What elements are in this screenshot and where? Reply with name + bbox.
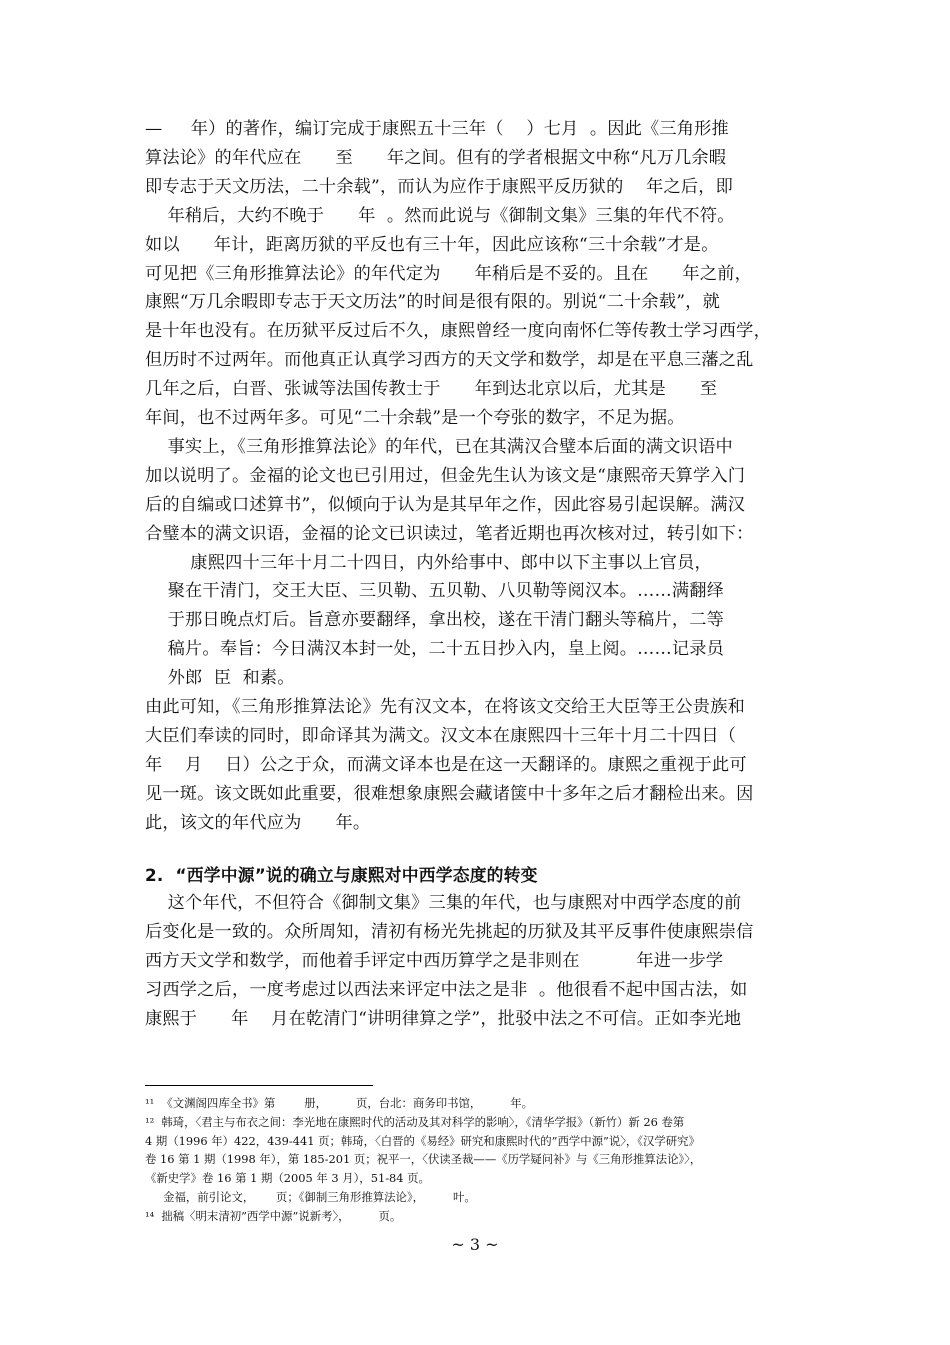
text-line: 如以 年计，距离历狱的平反也有三十年，因此应该称“三十余载”才是。 bbox=[145, 234, 719, 255]
footnote-divider bbox=[145, 1085, 373, 1086]
footnote-line: 卷 16 第 1 期（1998 年），第 185-201 页；祝平一，〈伏读圣裁——《历学疑问补》与《三角形推算法论》〉， bbox=[145, 1152, 702, 1167]
text-line: 聚在干清门，交王大臣、三贝勒、五贝勒、八贝勒等阅汉本。……满翻绎 bbox=[145, 581, 725, 602]
text-line: 外郎 臣 和素。 bbox=[145, 668, 295, 689]
text-line: 康熙于 年 月在乾清门“讲明律算之学”，批驳中法之不可信。正如李光地 bbox=[145, 1008, 742, 1029]
footnote-line: ¹¹ 《文渊阁四库全书》第 册， 页，台北：商务印书馆， 年。 bbox=[145, 1096, 534, 1110]
text-line: 年间，也不过两年多。可见“二十余载”是一个夸张的数字，不足为据。 bbox=[145, 408, 685, 428]
text-line: 于那日晚点灯后。旨意亦要翻绎，拿出校，遂在干清门翻头等稿片，二等 bbox=[145, 610, 725, 631]
text-line: 是十年也没有。在历狱平反过后不久，康熙曾经一度向南怀仁等传教士学习西学， bbox=[145, 321, 771, 342]
text-line: 见一斑。该文既如此重要，很难想象康熙会藏诸箧中十多年之后才翻检出来。因 bbox=[145, 783, 754, 804]
text-line: 康熙“万几余暇即专志于天文历法”的时间是很有限的。别说“二十余载”，就 bbox=[145, 292, 720, 313]
text-line: 即专志于天文历法，二十余载”，而认为应作于康熙平反历狱的 年之后，即 bbox=[145, 176, 734, 197]
text-line: 年稍后，大约不晚于 年 。然而此说与《御制文集》三集的年代不符。 bbox=[145, 205, 735, 226]
text-line: 习西学之后，一度考虑过以西法来评定中法之是非 。他很看不起中国古法，如 bbox=[145, 979, 748, 1000]
text-line: — 年）的著作，编订完成于康熙五十三年（ ）七月 。因此《三角形推 bbox=[145, 119, 729, 139]
text-line: 可见把《三角形推算法论》的年代定为 年稍后是不妥的。且在 年之前， bbox=[145, 263, 752, 284]
footnote-line: 4 期（1996 年）422，439-441 页；韩琦，〈白晋的《易经》研究和康熙时代的”西学中源”说〉，《汉学研究》 bbox=[145, 1133, 700, 1148]
text-line: 事实上，《三角形推算法论》的年代，已在其满汉合璧本后面的满文识语中 bbox=[145, 436, 733, 457]
footnote-line: 金福，前引论文， 页；《御制三角形推算法论》， 叶。 bbox=[145, 1190, 476, 1204]
text-line: 西方天文学和数学，而他着手评定中西历算学之是非则在 年进一步学 bbox=[145, 950, 724, 971]
footnote-line: 《新史学》卷 16 第 1 期（2005 年 3 月），51-84 页。 bbox=[145, 1171, 430, 1186]
text-line: 由此可知，《三角形推算法论》先有汉文本，在将该文交给王大臣等王公贵族和 bbox=[145, 697, 745, 717]
text-line: 几年之后，白晋、张诚等法国传教士于 年到达北京以后，尤其是 至 bbox=[145, 379, 718, 400]
text-line: 后变化是一致的。众所周知，清初有杨光先挑起的历狱及其平反事件使康熙崇信 bbox=[145, 921, 754, 942]
text-line: 稿片。奉旨：今日满汉本封一处，二十五日抄入内，皇上阅。……记录员 bbox=[145, 639, 725, 660]
text-line: 合璧本的满文识语，金福的论文已识读过，笔者近期也再次核对过，转引如下： bbox=[145, 523, 754, 544]
text-line: 算法论》的年代应在 至 年之间。但有的学者根据文中称“凡万几余暇 bbox=[145, 147, 727, 168]
page-number: ~ 3 ~ bbox=[451, 1235, 499, 1254]
text-line: 后的自编或口述算书”，似倾向于认为是其早年之作，因此容易引起误解。满汉 bbox=[145, 494, 746, 515]
text-line: 年 月 日）公之于众，而满文译本也是在这一天翻译的。康熙之重视于此可 bbox=[145, 754, 747, 775]
text-line: 这个年代，不但符合《御制文集》三集的年代，也与康熙对中西学态度的前 bbox=[145, 893, 742, 913]
text-line: 大臣们奉读的同时，即命译其为满文。汉文本在康熙四十三年十月二十四日（ bbox=[145, 725, 737, 746]
footnote-line: ¹² 韩琦，〈君主与布衣之间：李光地在康熙时代的活动及其对科学的影响〉，《清华学报》（新竹）新 26 卷第 bbox=[145, 1114, 685, 1129]
text-line: 加以说明了。金福的论文也已引用过，但金先生认为该文是“康熙帝天算学入门 bbox=[145, 465, 746, 486]
section-heading: 2. “西学中源”说的确立与康熙对中西学态度的转变 bbox=[145, 865, 538, 885]
text-line: 但历时不过两年。而他真正认真学习西方的天文学和数学，却是在平息三藩之乱 bbox=[145, 350, 754, 371]
text-line: 此，该文的年代应为 年。 bbox=[145, 812, 371, 833]
footnote-line: ¹⁴ 拙稿〈明末清初”西学中源”说新考〉， 页。 bbox=[145, 1208, 402, 1223]
text-line: 康熙四十三年十月二十四日，内外给事中、郎中以下主事以上官员， bbox=[145, 552, 712, 573]
